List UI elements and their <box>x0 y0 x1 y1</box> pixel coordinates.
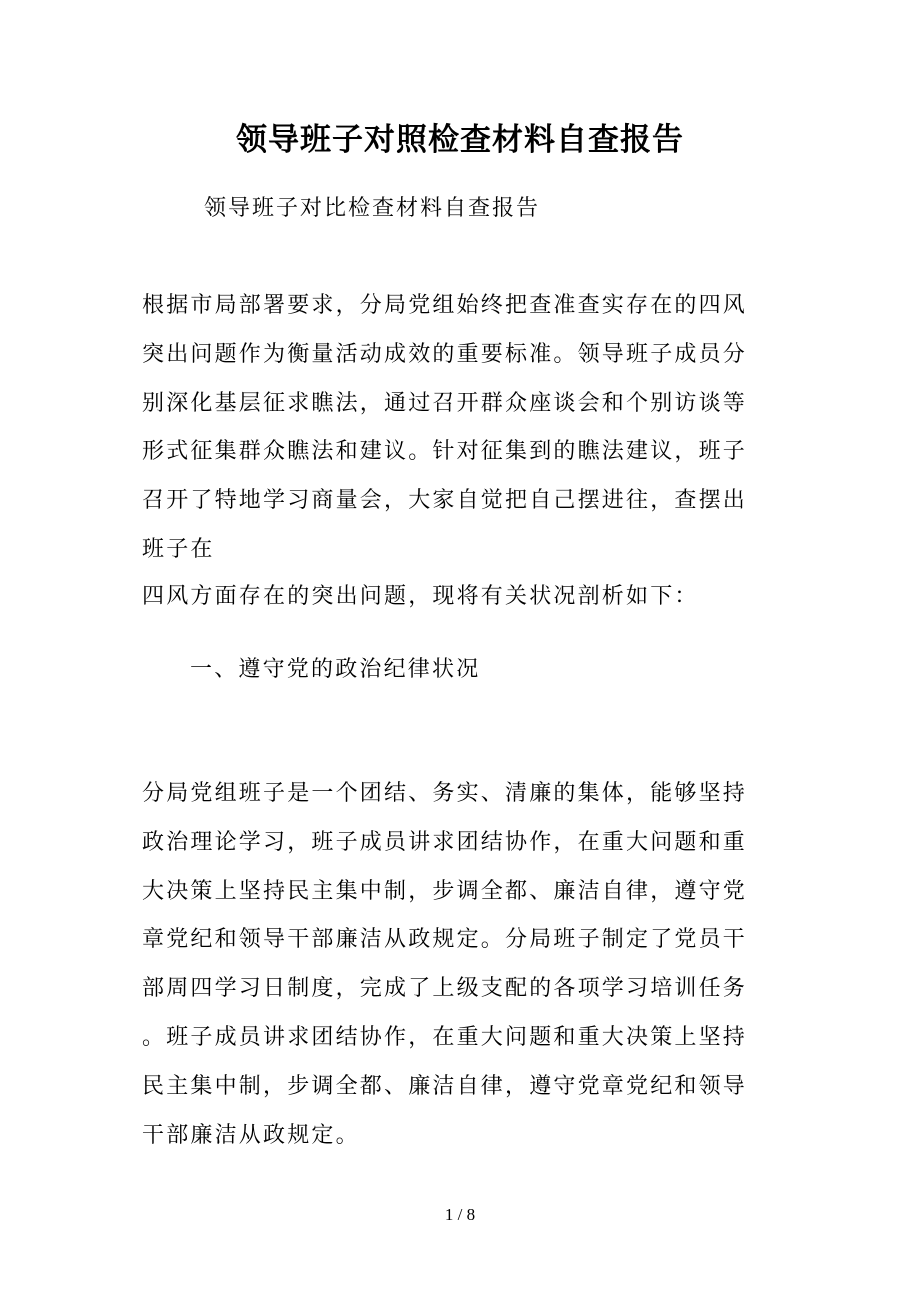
paragraph-line: 四风方面存在的突出问题，现将有关状况剖析如下： <box>142 584 699 609</box>
paragraph-line: 民主集中制，步调全都、廉洁自律，遵守党章党纪和领导 <box>142 1073 748 1099</box>
paragraph-line: 章党纪和领导干部廉洁从政规定。分局班子制定了党员干 <box>142 927 748 953</box>
paragraph-line: 召开了特地学习商量会，大家自觉把自己摆进往，查摆出 <box>142 488 748 514</box>
paragraph-2 <box>142 573 762 622</box>
paragraph-line: 班子在 <box>142 536 215 562</box>
paragraph-1 <box>142 282 762 575</box>
paragraph-line: 别深化基层征求瞧法，通过召开群众座谈会和个别访谈等 <box>142 390 748 416</box>
paragraph-line: 分局党组班子是一个团结、务实、清廉的集体，能够坚持 <box>142 781 748 806</box>
section-heading: 一、遵守党的政治纪律状况 <box>190 657 481 682</box>
paragraph-line: 根据市局部署要求，分局党组始终把查准查实存在的四风 <box>142 293 748 318</box>
paragraph-line: 部周四学习日制度，完成了上级支配的各项学习培训任务 <box>142 976 748 1002</box>
paragraph-line: 形式征集群众瞧法和建议。针对征集到的瞧法建议，班子 <box>142 439 748 465</box>
paragraph-line: 大决策上坚持民主集中制，步调全都、廉洁自律，遵守党 <box>142 878 748 904</box>
paragraph-line: 干部廉洁从政规定。 <box>142 1122 360 1148</box>
paragraph-line: 。班子成员讲求团结协作，在重大问题和重大决策上坚持 <box>142 1024 748 1050</box>
page-number: 1 / 8 <box>444 1205 476 1224</box>
paragraph-line: 政治理论学习，班子成员讲求团结协作，在重大问题和重 <box>142 829 748 855</box>
paragraph-3 <box>142 770 762 1160</box>
document-subtitle: 领导班子对比检查材料自查报告 <box>204 196 541 221</box>
paragraph-line: 突出问题作为衡量活动成效的重要标准。领导班子成员分 <box>142 341 748 367</box>
document-title: 领导班子对照检查材料自查报告 <box>236 122 684 158</box>
